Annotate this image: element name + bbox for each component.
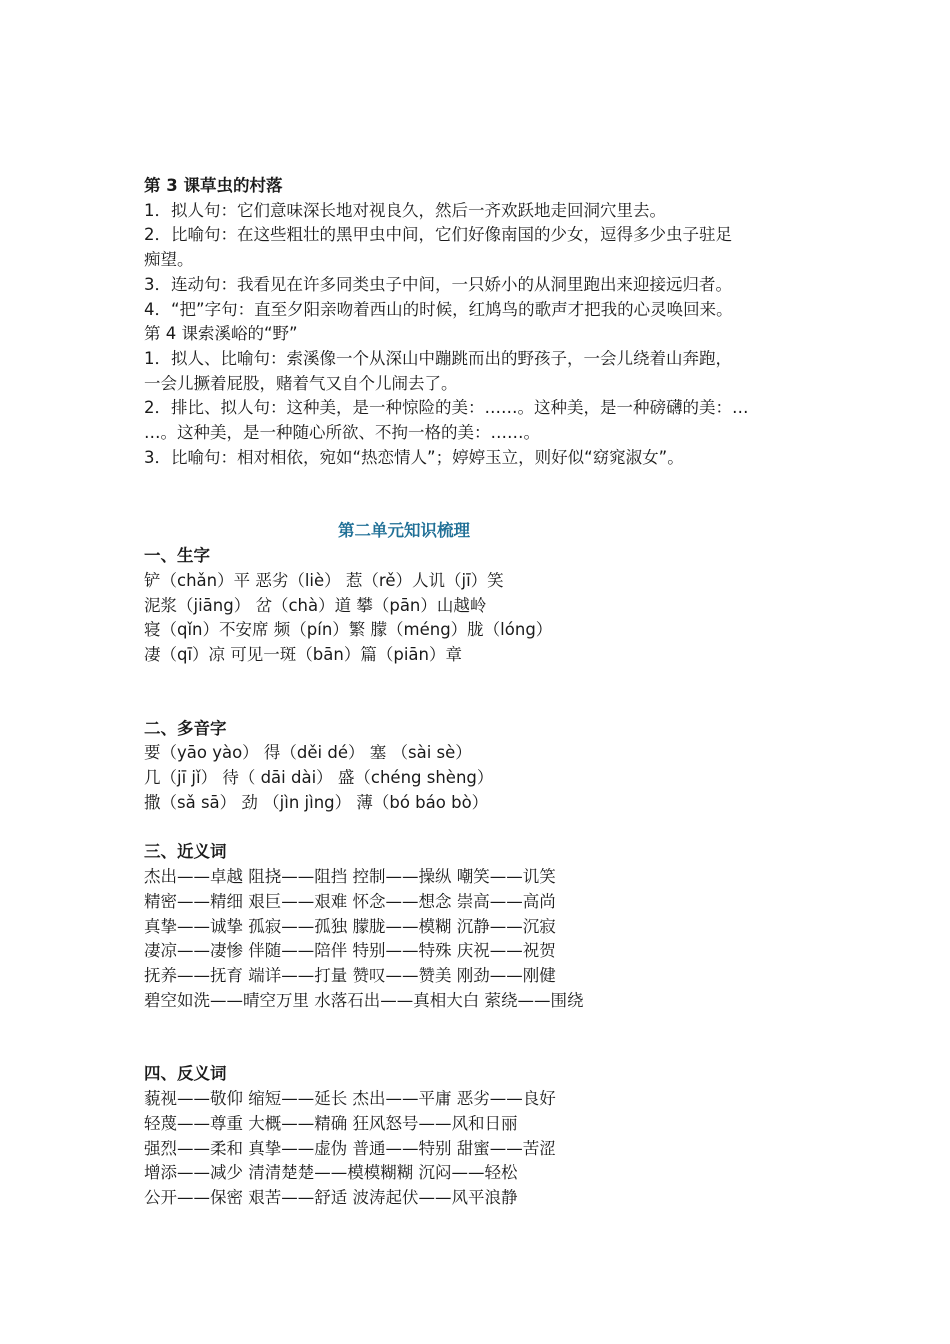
lesson4-title: 第 4 课索溪峪的“野”: [144, 324, 298, 344]
lesson3-line-3: 痴望。: [144, 250, 194, 270]
lesson3-line-5: 4．“把”字句：直至夕阳亲吻着西山的时候，红鸠鸟的歌声才把我的心灵唤回来。: [144, 299, 733, 319]
antonyms-line-1: 藐视——敬仰 缩短——延长 杰出——平庸 恶劣——良好: [144, 1089, 556, 1109]
unit2-title: 第二单元知识梳理: [338, 521, 470, 541]
synonyms-line-3: 真挚——诚挚 孤寂——孤独 朦胧——模糊 沉静——沉寂: [144, 916, 556, 936]
characters-line-4: 凄（qī）凉 可见一斑（bān）篇（piān）章: [144, 644, 462, 664]
lesson3-line-4: 3．连动句：我看见在许多同类虫子中间，一只娇小的从洞里跑出来迎接远归者。: [144, 274, 732, 294]
lesson3-title: 第 3 课草虫的村落: [144, 176, 283, 195]
antonyms-line-4: 增添——减少 清清楚楚——模模糊糊 沉闷——轻松: [144, 1163, 518, 1183]
polyphones-line-2: 几（jī jǐ） 待（ dāi dài） 盛（chéng shèng）: [144, 768, 494, 788]
lesson4-line-4: …。这种美，是一种随心所欲、不拘一格的美：……。: [144, 423, 540, 443]
synonyms-line-6: 碧空如洗——晴空万里 水落石出——真相大白 萦绕——围绕: [144, 990, 584, 1010]
lesson3-line-2: 2．比喻句：在这些粗壮的黑甲虫中间，它们好像南国的少女，逗得多少虫子驻足: [144, 225, 732, 245]
lesson4-line-3: 2．排比、拟人句：这种美，是一种惊险的美：……。这种美，是一种磅礴的美：…: [144, 398, 749, 418]
spacer: [144, 470, 816, 519]
synonyms-line-1: 杰出——卓越 阻挠——阻挡 控制——操纵 嘲笑——讥笑: [144, 867, 556, 887]
lesson4-line-1: 1．拟人、比喻句：索溪像一个从深山中蹦跳而出的野孩子，一会儿绕着山奔跑，: [144, 348, 732, 368]
lesson4-line-5: 3．比喻句：相对相依，宛如“热恋情人”；婷婷玉立，则好似“窈窕淑女”。: [144, 447, 684, 467]
synonyms-line-2: 精密——精细 艰巨——艰难 怀念——想念 崇高——高尚: [144, 891, 556, 911]
spacer: [144, 1013, 816, 1062]
antonyms-line-2: 轻蔑——尊重 大概——精确 狂风怒号——风和日丽: [144, 1113, 518, 1133]
lesson4-line-2: 一会儿撅着屁股，赌着气又自个儿闹去了。: [144, 373, 458, 393]
section-heading-synonyms: 三、近义词: [144, 842, 227, 862]
lesson3-line-1: 1．拟人句：它们意味深长地对视良久，然后一齐欢跃地走回洞穴里去。: [144, 200, 666, 220]
synonyms-line-5: 抚养——抚育 端详——打量 赞叹——赞美 刚劲——刚健: [144, 965, 556, 985]
characters-line-3: 寝（qǐn）不安席 频（pín）繁 朦（méng）胧（lóng）: [144, 620, 553, 640]
synonyms-line-4: 凄凉——凄惨 伴随——陪伴 特别——特殊 庆祝——祝贺: [144, 941, 556, 961]
section-heading-antonyms: 四、反义词: [144, 1064, 227, 1084]
spacer: [144, 668, 816, 717]
characters-line-1: 铲（chǎn）平 恶劣（liè） 惹（rě）人讥（jī）笑: [144, 570, 504, 590]
characters-line-2: 泥浆（jiāng） 岔（chà）道 攀（pān）山越岭: [144, 595, 487, 615]
antonyms-line-3: 强烈——柔和 真挚——虚伪 普通——特别 甜蜜——苦涩: [144, 1138, 556, 1158]
polyphones-line-1: 要（yāo yào） 得（děi dé） 塞 （sài sè）: [144, 743, 472, 763]
section-heading-characters: 一、生字: [144, 546, 210, 566]
section-heading-polyphones: 二、多音字: [144, 718, 227, 738]
polyphones-line-3: 撒（sǎ sā） 劲 （jìn jìng） 薄（bó báo bò）: [144, 792, 489, 812]
spacer: [144, 815, 816, 840]
antonyms-line-5: 公开——保密 艰苦——舒适 波涛起伏——风平浪静: [144, 1187, 518, 1207]
document-content: [144, 174, 816, 1211]
